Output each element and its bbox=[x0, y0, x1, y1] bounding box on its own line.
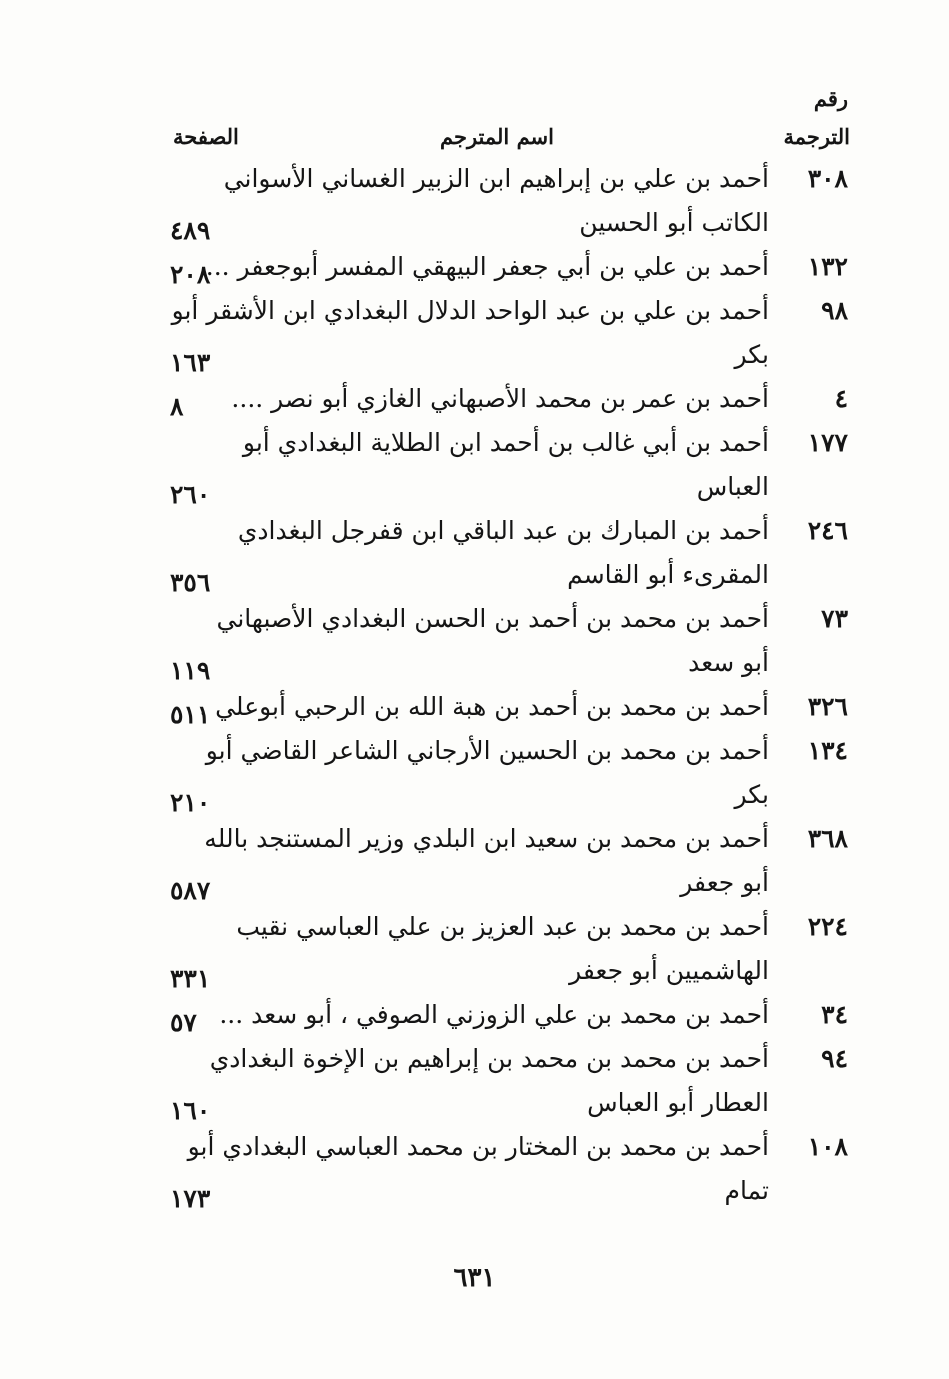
entry-number: ١٧٧ bbox=[807, 428, 848, 457]
entry-number: ٧٣ bbox=[821, 604, 848, 633]
entry-page: ٨ bbox=[170, 392, 184, 421]
entry-continuation-line bbox=[0, 1084, 949, 1128]
number-column-header-line1: رقم bbox=[813, 86, 848, 111]
entry-name: أحمد بن علي بن إبراهيم ابن الزبير الغساني الأسواني bbox=[223, 164, 769, 193]
entry-page: ٢٦٠ bbox=[170, 480, 211, 509]
entry-number: ٢٢٤ bbox=[807, 912, 848, 941]
entry-continuation-line bbox=[0, 864, 949, 908]
entry-number: ٢٤٦ bbox=[807, 516, 848, 545]
entry-name: أحمد بن محمد بن سعيد ابن البلدي وزير المستنجد بالله bbox=[204, 824, 769, 853]
entry-page: ٥١١ bbox=[170, 700, 211, 729]
entry-name: أحمد بن محمد بن علي الزوزني الصوفي ، أبو سعد ... bbox=[219, 1000, 769, 1029]
entry-line bbox=[0, 996, 949, 1040]
entry-name-continuation: العطار أبو العباس bbox=[587, 1088, 769, 1117]
entry-name: أحمد بن محمد بن أحمد بن هبة الله بن الرحبي أبوعلي . bbox=[199, 692, 769, 721]
entry-line bbox=[0, 820, 949, 864]
entry-page: ٢٠٨ bbox=[170, 260, 211, 289]
entry-number: ٣٤ bbox=[821, 1000, 848, 1029]
entry-line bbox=[0, 380, 949, 424]
entry-name-continuation: تمام bbox=[724, 1176, 769, 1205]
entry-continuation-line bbox=[0, 776, 949, 820]
entry-continuation-line bbox=[0, 468, 949, 512]
entry-name-continuation: بكر bbox=[734, 340, 769, 369]
entry-name-continuation: الهاشميين أبو جعفر bbox=[569, 956, 769, 985]
entry-continuation-line bbox=[0, 204, 949, 248]
entry-number: ٣٢٦ bbox=[807, 692, 848, 721]
entry-continuation-line bbox=[0, 952, 949, 996]
entry-line bbox=[0, 600, 949, 644]
entry-page: ١٧٣ bbox=[170, 1184, 211, 1213]
number-column-header-line2: الترجمة bbox=[783, 124, 850, 149]
entry-name-continuation: أبو سعد bbox=[688, 648, 769, 677]
entry-number: ٩٨ bbox=[821, 296, 848, 325]
entry-page: ١٦٠ bbox=[170, 1096, 211, 1125]
entry-number: ٣٠٨ bbox=[807, 164, 848, 193]
entry-number: ١٣٢ bbox=[807, 252, 848, 281]
entry-page: ٥٨٧ bbox=[170, 876, 211, 905]
entry-name-continuation: العباس bbox=[696, 472, 769, 501]
name-column-header: اسم المترجم bbox=[440, 124, 554, 149]
entry-page: ٣٥٦ bbox=[170, 568, 211, 597]
entry-number: ٤ bbox=[834, 384, 848, 413]
entry-name: أحمد بن محمد بن عبد العزيز بن علي العباسي نقيب bbox=[236, 912, 769, 941]
entry-name: أحمد بن المبارك بن عبد الباقي ابن قفرجل البغدادي bbox=[237, 516, 769, 545]
entry-line bbox=[0, 512, 949, 556]
entry-number: ١٣٤ bbox=[807, 736, 848, 765]
page-column-header: الصفحة bbox=[173, 124, 239, 149]
entry-name: أحمد بن أبي غالب بن أحمد ابن الطلاية البغدادي أبو bbox=[242, 428, 769, 457]
entry-name-continuation: بكر bbox=[734, 780, 769, 809]
entry-line bbox=[0, 688, 949, 732]
entry-continuation-line bbox=[0, 1172, 949, 1216]
entry-line bbox=[0, 908, 949, 952]
entry-line bbox=[0, 424, 949, 468]
entry-name: أحمد بن محمد بن الحسين الأرجاني الشاعر القاضي أبو bbox=[205, 736, 769, 765]
entry-page: ٤٨٩ bbox=[170, 216, 211, 245]
entry-number: ٩٤ bbox=[821, 1044, 848, 1073]
entry-name: أحمد بن محمد بن محمد بن إبراهيم بن الإخوة البغدادي bbox=[209, 1044, 769, 1073]
entry-line bbox=[0, 1128, 949, 1172]
entry-number: ١٠٨ bbox=[807, 1132, 848, 1161]
entry-line bbox=[0, 1040, 949, 1084]
entry-line bbox=[0, 732, 949, 776]
entry-name: أحمد بن علي بن أبي جعفر البيهقي المفسر أبوجعفر ... bbox=[205, 252, 769, 281]
entry-page: ٢١٠ bbox=[170, 788, 211, 817]
entry-name: أحمد بن عمر بن محمد الأصبهاني الغازي أبو نصر .... bbox=[231, 384, 769, 413]
entry-page: ١١٩ bbox=[170, 656, 211, 685]
entry-name: أحمد بن محمد بن المختار بن محمد العباسي البغدادي أبو bbox=[187, 1132, 769, 1161]
entry-line bbox=[0, 160, 949, 204]
entry-line bbox=[0, 292, 949, 336]
entry-continuation-line bbox=[0, 644, 949, 688]
entry-name-continuation: المقرىء أبو القاسم bbox=[567, 560, 769, 589]
entry-page: ٥٧ bbox=[170, 1008, 197, 1037]
entry-continuation-line bbox=[0, 336, 949, 380]
entry-name: أحمد بن علي بن عبد الواحد الدلال البغدادي ابن الأشقر أبو bbox=[171, 296, 769, 325]
page-number: ٦٣١ bbox=[453, 1263, 496, 1293]
entry-line bbox=[0, 248, 949, 292]
entry-name: أحمد بن محمد بن أحمد بن الحسن البغدادي الأصبهاني bbox=[216, 604, 769, 633]
entry-name-continuation: أبو جعفر bbox=[680, 868, 769, 897]
index-entries bbox=[0, 160, 949, 1216]
entry-page: ١٦٣ bbox=[170, 348, 211, 377]
entry-page: ٣٣١ bbox=[170, 964, 211, 993]
entry-continuation-line bbox=[0, 556, 949, 600]
entry-name-continuation: الكاتب أبو الحسين bbox=[579, 208, 769, 237]
entry-number: ٣٦٨ bbox=[807, 824, 848, 853]
